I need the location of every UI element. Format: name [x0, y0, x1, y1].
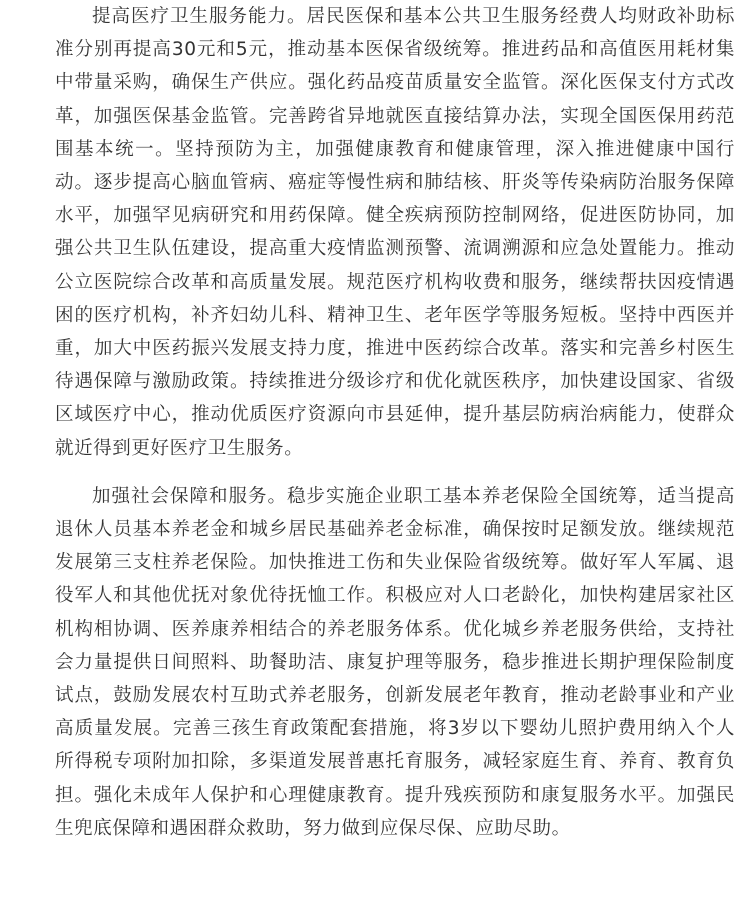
paragraph-healthcare: 提高医疗卫生服务能力。居民医保和基本公共卫生服务经费人均财政补助标准分别再提高30元和5元，推动基本医保省级统筹。推进药品和高值医用耗材集中带量采购，确保生产供应。强化药品疫苗质量安全监管。深化医保支付方式改革，加强医保基金监管。完善跨省异地就医直接结算办法，实现全国医保用药范围基本统一。坚持预防为主，加强健康教育和健康管理，深入推进健康中国行动。逐步提高心脑血管病、癌症等慢性病和肺结核、肝炎等传染病防治服务保障水平，加强罕见病研究和用药保障。健全疾病预防控制网络，促进医防协同，加强公共卫生队伍建设，提高重大疫情监测预警、流调溯源和应急处置能力。推动公立医院综合改革和高质量发展。规范医疗机构收费和服务，继续帮扶因疫情遇困的医疗机构，补齐妇幼儿科、精神卫生、老年医学等服务短板。坚持中西医并重，加大中医药振兴发展支持力度，推进中医药综合改革。落实和完善乡村医生待遇保障与激励政策。持续推进分级诊疗和优化就医秩序，加快建设国家、省级区域医疗中心，推动优质医疗资源向市县延伸，提升基层防病治病能力，使群众就近得到更好医疗卫生服务。 [55, 6, 735, 459]
article-body [55, 0, 735, 845]
paragraph-social-security: 加强社会保障和服务。稳步实施企业职工基本养老保险全国统筹，适当提高退休人员基本养老金和城乡居民基础养老金标准，确保按时足额发放。继续规范发展第三支柱养老保险。加快推进工伤和失业保险省级统筹。做好军人军属、退役军人和其他优抚对象优待抚恤工作。积极应对人口老龄化，加快构建居家社区机构相协调、医养康养相结合的养老服务体系。优化城乡养老服务供给，支持社会力量提供日间照料、助餐助洁、康复护理等服务，稳步推进长期护理保险制度试点，鼓励发展农村互助式养老服务，创新发展老年教育，推动老龄事业和产业高质量发展。完善三孩生育政策配套措施，将3岁以下婴幼儿照护费用纳入个人所得税专项附加扣除，多渠道发展普惠托育服务，减轻家庭生育、养育、教育负担。强化未成年人保护和心理健康教育。提升残疾预防和康复服务水平。加强民生兜底保障和遇困群众救助，努力做到应保尽保、应助尽助。 [55, 485, 735, 839]
